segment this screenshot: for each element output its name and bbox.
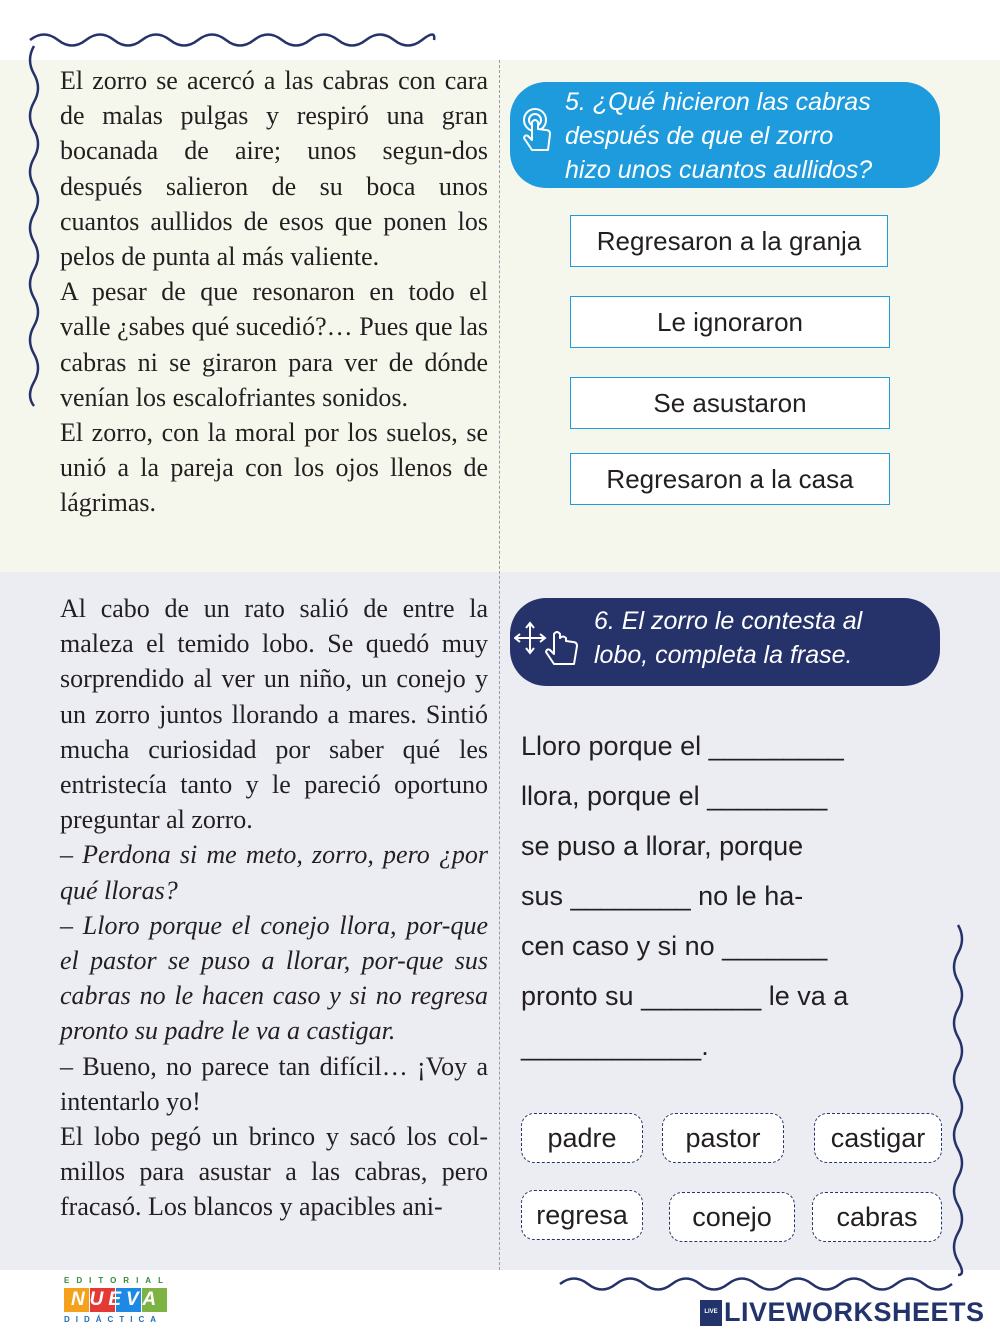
story-text-bottom xyxy=(60,591,488,1225)
liveworksheets-brand[interactable] xyxy=(700,1297,985,1328)
drag-hand-icon xyxy=(514,618,586,668)
fill-blank-line[interactable]: cen caso y si no _______ xyxy=(521,931,828,961)
fill-blank-line[interactable]: ____________. xyxy=(521,1031,709,1061)
fill-blank-line[interactable]: llora, porque el ________ xyxy=(521,781,828,811)
fill-blank-line[interactable]: sus ________ no le ha- xyxy=(521,881,804,911)
fill-blank-line: se puso a llorar, porque xyxy=(521,831,804,861)
question-6-text xyxy=(594,604,934,672)
publisher-top-text: EDITORIAL xyxy=(64,1276,170,1285)
publisher-logo xyxy=(64,1276,174,1328)
word-chip-conejo[interactable]: conejo xyxy=(669,1192,795,1242)
liveworksheets-logo-icon: LIVE xyxy=(700,1300,722,1326)
story-paragraph: Al cabo de un rato salió de entre la maleza el temido lobo. Se quedó muy sorprendido al ver un niño, un conejo y un zorro juntos llorando a mares. Sintió mucha curiosidad por saber qué les entristecía tanto y le pareció oportuno preguntar al zorro. xyxy=(60,594,488,835)
story-dialogue: – Perdona si me meto, zorro, pero ¿por qué lloras? xyxy=(60,840,488,905)
word-chip-cabras[interactable]: cabras xyxy=(812,1192,942,1242)
story-paragraph: A pesar de que resonaron en todo el valle ¿sabes qué sucedió?… Pues que las cabras ni se giraron para ver de dónde venían los escalofriantes sonidos. xyxy=(60,277,488,412)
answer-option-regresaron-casa[interactable]: Regresaron a la casa xyxy=(570,453,890,505)
question-5-text xyxy=(565,85,935,187)
tap-hand-icon xyxy=(518,106,558,156)
answer-option-se-asustaron[interactable]: Se asustaron xyxy=(570,377,890,429)
publisher-bottom-text: DIDÁCTICA xyxy=(64,1315,162,1324)
answer-option-regresaron-granja[interactable]: Regresaron a la granja xyxy=(570,215,888,267)
word-chip-padre[interactable]: padre xyxy=(521,1113,643,1163)
word-chip-castigar[interactable]: castigar xyxy=(814,1113,942,1163)
liveworksheets-label: LIVEWORKSHEETS xyxy=(724,1297,985,1327)
story-paragraph: El zorro, con la moral por los suelos, se unió a la pareja con los ojos llenos de lágrimas. xyxy=(60,418,488,518)
publisher-name: NUEVA xyxy=(70,1289,162,1310)
question-line: hizo unos cuantos aullidos? xyxy=(565,156,873,184)
fill-blank-line[interactable]: pronto su ________ le va a xyxy=(521,981,849,1011)
story-dialogue: – Bueno, no parece tan difícil… ¡Voy a intentarlo yo! xyxy=(60,1051,488,1116)
question-line: después de que el zorro xyxy=(565,122,834,150)
question-6-header xyxy=(510,598,940,686)
question-line: lobo, completa la frase. xyxy=(594,641,853,669)
question-line: 6. El zorro le contesta al xyxy=(594,607,863,635)
question-5-header xyxy=(510,82,940,188)
word-chip-regresa[interactable]: regresa xyxy=(521,1190,643,1240)
word-chip-pastor[interactable]: pastor xyxy=(662,1113,784,1163)
story-text-top xyxy=(60,63,488,521)
story-dialogue: – Lloro porque el conejo llora, por-que el pastor se puso a llorar, por-que sus cabras no le hacen caso y si no regresa pronto su padre le va a castigar. xyxy=(60,910,488,1046)
fill-blank-line[interactable]: Lloro porque el _________ xyxy=(521,731,844,761)
story-paragraph: El lobo pegó un brinco y sacó los col-millos para asustar a las cabras, pero fracasó. Los blancos y apacibles ani- xyxy=(60,1122,488,1222)
answer-option-le-ignoraron[interactable]: Le ignoraron xyxy=(570,296,890,348)
story-paragraph: El zorro se acercó a las cabras con cara de malas pulgas y respiró una gran bocanada de aire; unos segun-dos después salieron de su boca unos cuantos aullidos de esos que ponen los pelos de punta al más valiente. xyxy=(60,66,488,272)
question-line: 5. ¿Qué hicieron las cabras xyxy=(565,88,871,116)
